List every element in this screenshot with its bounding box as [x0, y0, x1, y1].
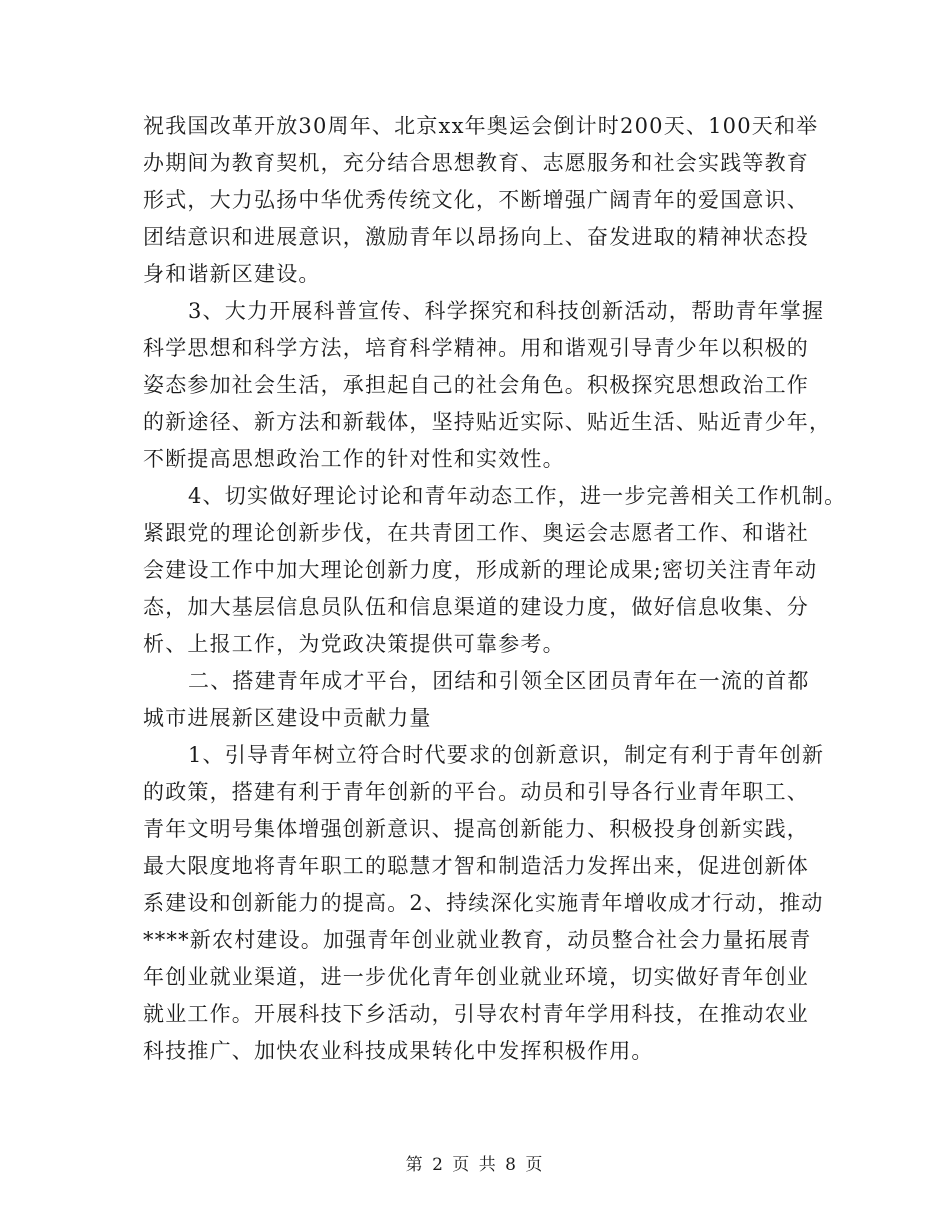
paragraph-start-line: 3、大力开展科普宣传、科学探究和科技创新活动，帮助青年掌握	[188, 299, 825, 323]
text-line: 科学思想和科学方法，培育科学精神。用和谐观引导青少年以积极的	[143, 336, 809, 360]
text-line: 身和谐新区建设。	[143, 262, 321, 286]
text-line: 团结意识和进展意识，激励青年以昂扬向上、奋发进取的精神状态投	[143, 225, 809, 249]
text-line: 姿态参加社会生活，承担起自己的社会角色。积极探究思想政治工作	[143, 373, 809, 397]
text-line: 就业工作。开展科技下乡活动，引导农村青年学用科技，在推动农业	[143, 1002, 809, 1026]
text-line: 析、上报工作，为党政决策提供可靠参考。	[143, 632, 565, 656]
section-heading-line: 城市进展新区建设中贡献力量	[143, 706, 432, 730]
text-line: 会建设工作中加大理论创新力度，形成新的理论成果;密切关注青年动	[143, 558, 818, 582]
paragraph-start-line: 4、切实做好理论讨论和青年动态工作，进一步完善相关工作机制。	[188, 484, 847, 508]
text-line: 的新途径、新方法和新载体，坚持贴近实际、贴近生活、贴近青少年，	[143, 410, 832, 434]
text-line: 最大限度地将青年职工的聪慧才智和制造活力发挥出来，促进创新体	[143, 854, 809, 878]
page-number-footer: 第 2 页 共 8 页	[405, 1155, 545, 1175]
text-line: 不断提高思想政治工作的针对性和实效性。	[143, 447, 565, 471]
text-line: 态，加大基层信息员队伍和信息渠道的建设力度，做好信息收集、分	[143, 595, 809, 619]
section-heading-line: 二、搭建青年成才平台，团结和引领全区团员青年在一流的首都	[188, 669, 810, 693]
text-line: 紧跟党的理论创新步伐，在共青团工作、奥运会志愿者工作、和谐社	[143, 521, 809, 545]
paragraph-start-line: 1、引导青年树立符合时代要求的创新意识，制定有利于青年创新	[188, 743, 825, 767]
text-line: 青年文明号集体增强创新意识、提高创新能力、积极投身创新实践，	[143, 817, 809, 841]
text-line: 科技推广、加快农业科技成果转化中发挥积极作用。	[143, 1039, 654, 1063]
text-line: 祝我国改革开放30周年、北京xx年奥运会倒计时200天、100天和举	[143, 114, 819, 138]
text-line: 办期间为教育契机，充分结合思想教育、志愿服务和社会实践等教育	[143, 151, 809, 175]
text-line: 的政策，搭建有利于青年创新的平台。动员和引导各行业青年职工、	[143, 780, 809, 804]
text-line: ****新农村建设。加强青年创业就业教育，动员整合社会力量拓展青	[143, 928, 812, 952]
text-line: 形式，大力弘扬中华优秀传统文化，不断增强广阔青年的爱国意识、	[143, 188, 809, 212]
text-line: 年创业就业渠道，进一步优化青年创业就业环境，切实做好青年创业	[143, 965, 809, 989]
text-line: 系建设和创新能力的提高。2、持续深化实施青年增收成才行动，推动	[143, 891, 824, 915]
